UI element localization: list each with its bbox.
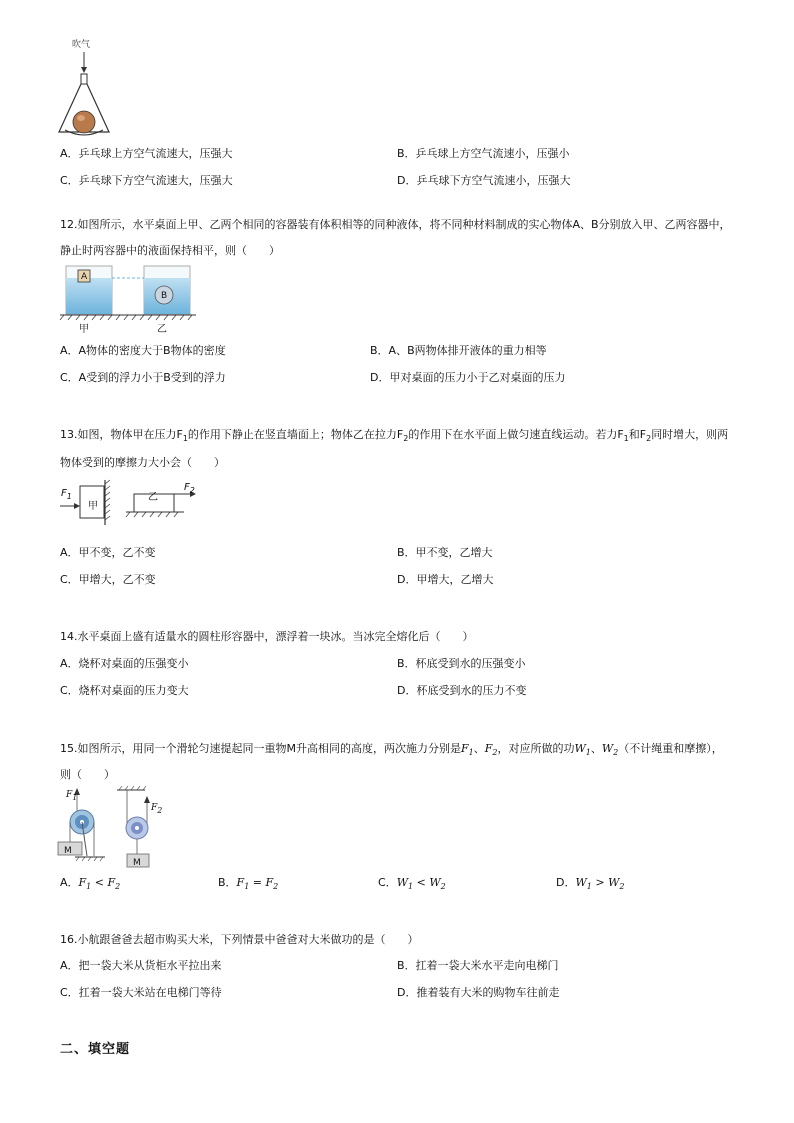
q12-option-d[interactable]: D．甲对桌面的压力小于乙对桌面的压力 <box>370 371 566 384</box>
q13-stem-line1: 13.如图，物体甲在压力$F_1$的作用下静止在竖直墙面上；物体乙在拉力$F_2$的作用下在水平面上做匀速直线运动。若力$F_1$和$F_2$同时增大，则两 <box>60 428 729 444</box>
q15-fig-f2-label: $F_2$ <box>151 803 163 815</box>
q12-option-a[interactable]: A．A物体的密度大于B物体的密度 <box>60 344 226 357</box>
q15-fig-f1-label: $F_1$ <box>66 790 78 802</box>
q16-option-d[interactable]: D．推着装有大米的购物车往前走 <box>397 986 560 999</box>
q15-option-b[interactable]: B．$F_1 = F_2$ <box>218 876 279 892</box>
funnel-ball-figure <box>55 50 125 140</box>
q14-option-d[interactable]: D．杯底受到水的压力不变 <box>397 684 527 697</box>
q12-option-c[interactable]: C．A受到的浮力小于B受到的浮力 <box>60 371 226 384</box>
section-fill-in-heading: 二、填空题 <box>60 1042 131 1057</box>
q13-yi-label: 乙 <box>148 492 158 503</box>
q12-stem-line2: 静止时两容器中的液面保持相平，则（ ） <box>60 244 280 257</box>
q13-stem-line2: 物体受到的摩擦力大小会（ ） <box>60 456 225 469</box>
q14-stem: 14.水平桌面上盛有适量水的圆柱形容器中，漂浮着一块冰。当冰完全熔化后（ ） <box>60 630 474 643</box>
q11-option-c[interactable]: C．乒乓球下方空气流速大，压强大 <box>60 174 233 187</box>
q16-stem: 16.小航跟爸爸去超市购买大米，下列情景中爸爸对大米做功的是（ ） <box>60 933 419 946</box>
q12-stem-line1: 12.如图所示，水平桌面上甲、乙两个相同的容器装有体积相等的同种液体，将不同种材料制成的实心物体A、B分别放入甲、乙两容器中， <box>60 218 731 231</box>
q14-option-a[interactable]: A．烧杯对桌面的压强变小 <box>60 657 189 670</box>
q15-option-a[interactable]: A．$F_1 < F_2$ <box>60 876 121 892</box>
q11-option-a[interactable]: A．乒乓球上方空气流速大，压强大 <box>60 147 233 160</box>
q15-fig-m1-label: M <box>64 846 72 856</box>
q16-option-a[interactable]: A．把一袋大米从货柜水平拉出来 <box>60 959 222 972</box>
q11-option-d[interactable]: D．乒乓球下方空气流速小，压强大 <box>397 174 571 187</box>
q15-stem-line1: 15.如图所示，用同一个滑轮匀速提起同一重物M升高相同的高度，两次施力分别是$F_1$、$F_2$，对应所做的功$W_1$、$W_2$（不计绳重和摩擦）， <box>60 742 723 758</box>
q13-option-d[interactable]: D．甲增大，乙增大 <box>397 573 494 586</box>
q15-fig-m2-label: M <box>133 858 141 868</box>
q13-option-b[interactable]: B．甲不变，乙增大 <box>397 546 493 559</box>
q14-option-b[interactable]: B．杯底受到水的压强变小 <box>397 657 526 670</box>
q16-option-c[interactable]: C．扛着一袋大米站在电梯门等待 <box>60 986 222 999</box>
q12-container-yi-label: 乙 <box>157 324 167 335</box>
q13-option-a[interactable]: A．甲不变，乙不变 <box>60 546 156 559</box>
blow-air-label: 吹气 <box>72 40 91 50</box>
q12-container-jia-label: 甲 <box>79 324 89 335</box>
q13-f1-label: $F_1$ <box>61 488 72 501</box>
q13-f2-label: $F_2$ <box>184 482 195 495</box>
q14-option-c[interactable]: C．烧杯对桌面的压力变大 <box>60 684 189 697</box>
q15-option-d[interactable]: D．$W_1 > W_2$ <box>556 876 625 892</box>
q13-jia-label: 甲 <box>88 501 98 512</box>
q15-stem-line2: 则（ ） <box>60 768 115 781</box>
q12-object-a-label: A <box>81 272 88 282</box>
q12-object-b-label: B <box>161 291 168 301</box>
q15-option-c[interactable]: C．$W_1 < W_2$ <box>378 876 446 892</box>
q12-option-b[interactable]: B．A、B两物体排开液体的重力相等 <box>370 344 547 357</box>
q11-option-b[interactable]: B．乒乓球上方空气流速小，压强小 <box>397 147 570 160</box>
q13-option-c[interactable]: C．甲增大，乙不变 <box>60 573 156 586</box>
q16-option-b[interactable]: B．扛着一袋大米水平走向电梯门 <box>397 959 559 972</box>
